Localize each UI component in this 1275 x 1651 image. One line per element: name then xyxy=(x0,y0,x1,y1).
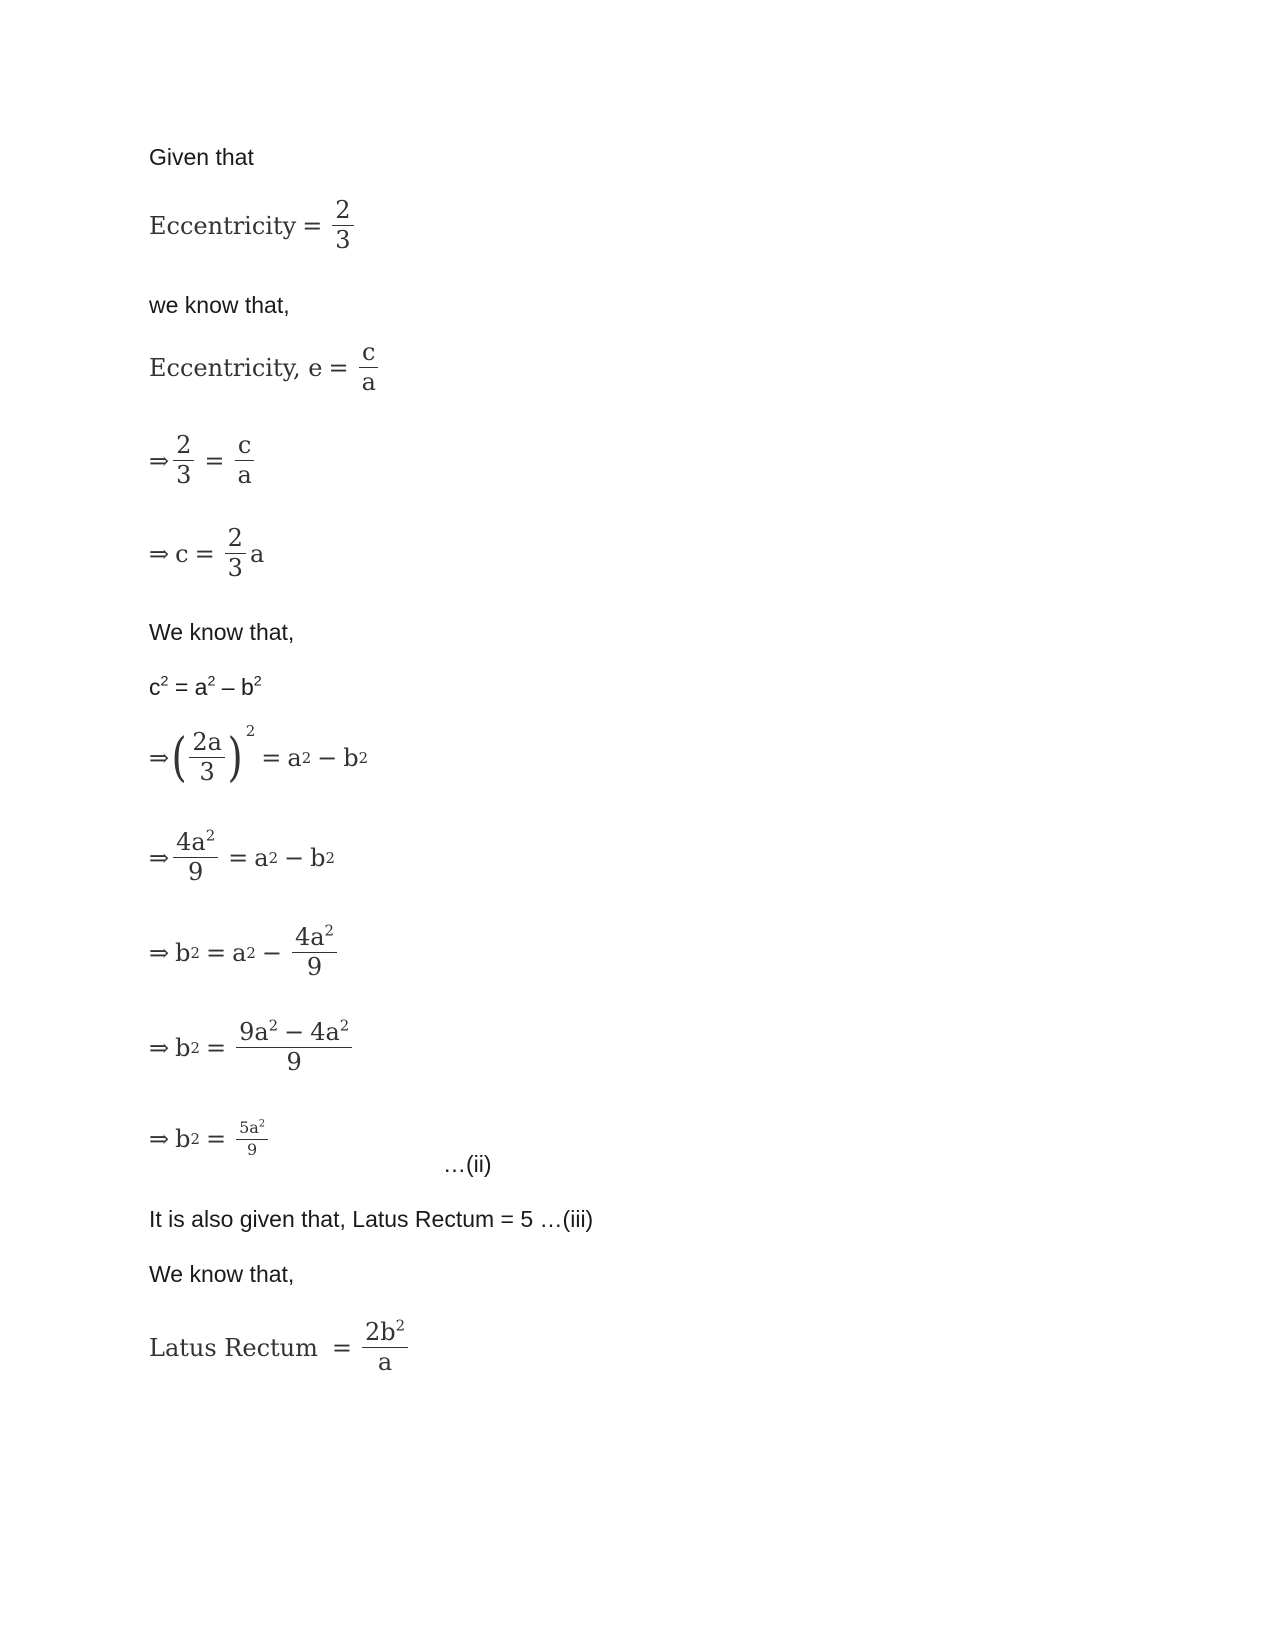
equation-eccentricity-value xyxy=(149,198,358,253)
numerator xyxy=(236,1016,352,1048)
implies-arrow: ⇒ xyxy=(149,743,170,772)
implies-arrow: ⇒ xyxy=(149,1125,170,1154)
fraction-two-thirds xyxy=(225,526,246,581)
numerator: 2a xyxy=(189,730,225,758)
equation-b-squared-1: ⇒ b 2 = a 2 − $\frac{4a^2}{9}$ xyxy=(149,925,341,980)
parenthesized-fraction xyxy=(169,722,256,788)
fraction-5a2-over-9 xyxy=(236,1120,268,1159)
implies-arrow: ⇒ xyxy=(149,843,170,872)
open-paren: ( xyxy=(171,727,187,788)
equals-sign: = xyxy=(194,539,215,568)
four-a: 4a xyxy=(176,828,206,856)
close-paren: ) xyxy=(227,727,243,788)
fraction-4a2-over-9 xyxy=(173,826,218,887)
numerator: 2 xyxy=(332,198,353,226)
equals-sign: = xyxy=(205,1125,227,1154)
numerator xyxy=(236,1120,268,1140)
text-we-know-that-1: we know that, xyxy=(149,292,290,318)
numerator: c xyxy=(359,340,378,368)
equals-sign: = xyxy=(328,353,349,382)
equation-substitution: ⇒ ( $\frac{2a}{3}$ ) 2 = a 2 − b 2 xyxy=(149,722,369,788)
numerator: 2 xyxy=(225,526,246,554)
variable-c: c xyxy=(149,674,161,700)
denominator: a xyxy=(377,1348,393,1377)
variable-a: a xyxy=(287,743,302,772)
minus-b: – b xyxy=(215,674,254,700)
equation-b-squared-result: ⇒ b 2 = $\frac{5a^2}{9}$ xyxy=(149,1120,272,1159)
variable-b: b xyxy=(310,843,326,872)
denominator: a xyxy=(237,461,252,490)
latus-rectum-label: Latus Rectum xyxy=(149,1333,318,1362)
minus-sign: − xyxy=(284,843,305,872)
equation-pythagorean xyxy=(149,673,262,701)
exponent: 2 xyxy=(207,673,216,690)
equation-tag-ii: …(ii) xyxy=(443,1151,492,1177)
exponent: 2 xyxy=(205,826,216,845)
minus-sign: − xyxy=(284,1018,305,1046)
denominator: 9 xyxy=(187,858,204,887)
eccentricity-e-label: Eccentricity, e xyxy=(149,353,323,382)
variable-b: b xyxy=(175,1033,191,1062)
variable-a: a xyxy=(249,539,265,568)
denominator: 9 xyxy=(286,1048,302,1077)
exponent: 2 xyxy=(339,1016,350,1035)
text-we-know-that-2: We know that, xyxy=(149,619,295,645)
fraction-2b2-over-a xyxy=(362,1316,408,1377)
fraction-c-over-a xyxy=(359,340,379,395)
exponent: 2 xyxy=(324,921,334,940)
numerator: 2 xyxy=(173,433,194,461)
numerator xyxy=(173,826,218,858)
implies-arrow: ⇒ xyxy=(149,938,170,967)
nine-a: 9a xyxy=(239,1018,269,1046)
minus-sign: − xyxy=(261,938,282,967)
equals-sign: = xyxy=(261,743,282,772)
exponent: 2 xyxy=(258,1118,266,1130)
equals-sign: = xyxy=(205,1033,227,1062)
exponent: 2 xyxy=(395,1316,406,1335)
fraction-2a-over-3 xyxy=(189,730,225,785)
equals-a: = a xyxy=(168,674,208,700)
equation-c-value xyxy=(149,526,264,581)
exponent: 2 xyxy=(245,722,256,740)
exponent: 2 xyxy=(160,673,169,690)
text-we-know-that-3: We know that, xyxy=(149,1261,295,1287)
variable-b: b xyxy=(175,938,191,967)
variable-a: a xyxy=(232,938,247,967)
equation-ratio xyxy=(149,433,259,488)
fraction-two-thirds xyxy=(173,433,194,488)
exponent: 2 xyxy=(268,1016,279,1035)
text-latus-rectum-given: It is also given that, Latus Rectum = 5 …(iii) xyxy=(149,1206,594,1232)
denominator: 3 xyxy=(335,226,351,255)
equals-sign: = xyxy=(331,1333,352,1362)
fraction-two-thirds xyxy=(332,198,353,253)
exponent: 2 xyxy=(253,673,262,690)
denominator: a xyxy=(361,368,376,397)
equals-sign: = xyxy=(302,211,323,240)
four-a: 4a xyxy=(310,1018,340,1046)
denominator: 3 xyxy=(227,554,243,583)
fraction-4a2-over-9 xyxy=(292,921,337,982)
numerator: c xyxy=(235,433,254,461)
equals-sign: = xyxy=(228,843,249,872)
denominator: 3 xyxy=(176,461,192,490)
minus-sign: − xyxy=(317,743,338,772)
equation-eccentricity-definition xyxy=(149,340,383,395)
four-a: 4a xyxy=(294,923,325,951)
equation-latus-rectum-formula xyxy=(149,1316,412,1377)
implies-arrow: ⇒ xyxy=(149,446,170,475)
text-given-that: Given that xyxy=(149,144,254,170)
two-b: 2b xyxy=(364,1318,396,1346)
denominator: 3 xyxy=(199,758,215,787)
equals-sign: = xyxy=(204,446,225,475)
numerator xyxy=(292,921,337,953)
fraction-difference-over-9 xyxy=(236,1016,352,1077)
eccentricity-label: Eccentricity xyxy=(149,211,297,240)
denominator: 9 xyxy=(246,1139,258,1159)
equation-expanded: ⇒ $\frac{4a^2}{9}$ = a 2 − b 2 xyxy=(149,826,335,887)
variable-a: a xyxy=(254,843,269,872)
fraction-c-over-a xyxy=(235,433,255,488)
equation-b-squared-2: ⇒ b 2 = $\frac{9a^2 - 4a^2}{9}$ xyxy=(149,1020,356,1075)
numerator xyxy=(362,1316,408,1348)
implies-arrow: ⇒ xyxy=(149,1033,170,1062)
variable-c: c xyxy=(175,539,189,568)
variable-b: b xyxy=(343,743,359,772)
implies-arrow: ⇒ xyxy=(149,539,170,568)
variable-b: b xyxy=(175,1125,191,1154)
five-a: 5a xyxy=(239,1118,259,1137)
equals-sign: = xyxy=(205,938,227,967)
denominator: 9 xyxy=(306,953,323,982)
